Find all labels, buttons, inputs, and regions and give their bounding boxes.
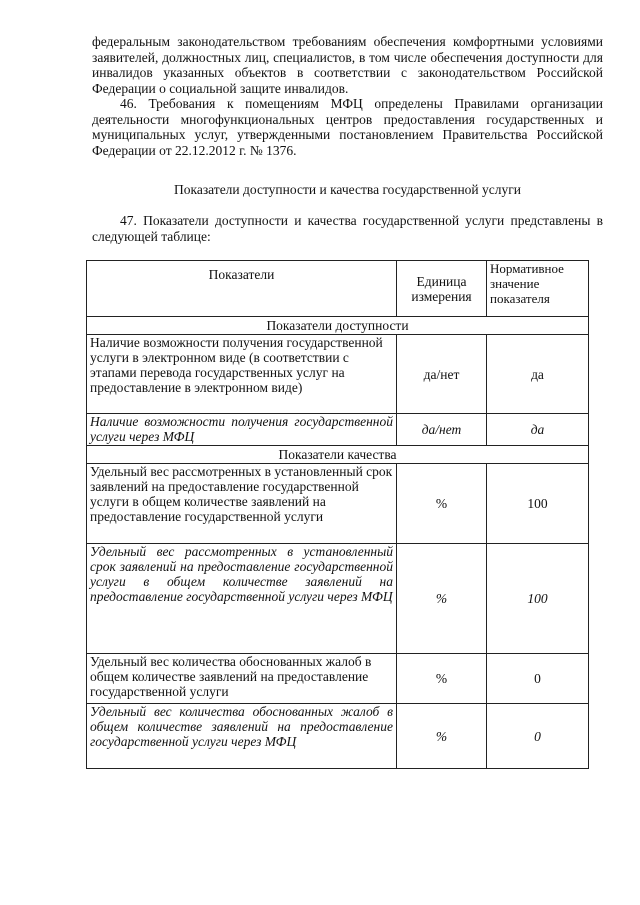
paragraph-46: 46. Требования к помещениям МФЦ определены Правилами организации деятельности многофункциональных центров предоставления государственных и муниципальных услуг, утвержденными постановлением Правительства Российской Федерации от 22.12.2012 г. № 1376.	[92, 96, 603, 158]
row-value: 0	[487, 704, 589, 769]
header-unit: Единица измерения	[397, 261, 487, 317]
section-title: Показатели доступности и качества государственной услуги	[173, 182, 522, 197]
row-unit: да/нет	[397, 414, 487, 446]
row-indicator-text: Удельный вес рассмотренных в установленный срок заявлений на предоставление государственной услуги в общем количестве заявлений на предоставление государственной услуги через МФЦ	[87, 544, 397, 654]
row-value: 100	[487, 544, 589, 654]
table-row	[87, 464, 589, 544]
section-accessibility-title: Показатели доступности	[87, 317, 589, 335]
table-row	[87, 704, 589, 769]
row-value: 100	[487, 464, 589, 544]
intro-continuation: федеральным законодательством требованиям обеспечения комфортными условиями заявителей, должностных лиц, специалистов, в том числе обеспечения доступности для инвалидов указанных объектов в соответствии с законодательством Российской Федерации о социальной защите инвалидов.	[92, 34, 603, 96]
indicators-table	[86, 260, 589, 769]
row-indicator-text: Удельный вес количества обоснованных жалоб в общем количестве заявлений на предоставление государственной услуги	[87, 654, 397, 704]
header-indicator: Показатели	[87, 261, 397, 317]
table-header-row	[87, 261, 589, 317]
row-value: да	[487, 414, 589, 446]
row-unit: %	[397, 544, 487, 654]
row-value: да	[487, 335, 589, 414]
row-unit: %	[397, 464, 487, 544]
row-unit: да/нет	[397, 335, 487, 414]
row-indicator-text: Наличие возможности получения государственной услуги в электронном виде (в соответствии с этапами перевода государственных услуг на предоставление в электронном виде)	[87, 335, 397, 414]
row-value: 0	[487, 654, 589, 704]
section-row-accessibility	[87, 317, 589, 335]
section-row-quality	[87, 446, 589, 464]
row-unit: %	[397, 654, 487, 704]
intro-text	[92, 34, 603, 158]
section-quality-title: Показатели качества	[87, 446, 589, 464]
paragraph-47: 47. Показатели доступности и качества государственной услуги представлены в следующей таблице:	[92, 213, 603, 244]
table-row	[87, 335, 589, 414]
row-indicator-text: Удельный вес рассмотренных в установленный срок заявлений на предоставление государственной услуги в общем количестве заявлений на предоставление государственной услуги	[87, 464, 397, 544]
row-indicator-text: Удельный вес количества обоснованных жалоб в общем количестве заявлений на предоставление государственной услуги через МФЦ	[87, 704, 397, 769]
header-norm: Нормативное значение показателя	[487, 261, 589, 317]
table-row	[87, 544, 589, 654]
table-row	[87, 654, 589, 704]
row-unit: %	[397, 704, 487, 769]
row-indicator-text: Наличие возможности получения государственной услуги через МФЦ	[87, 414, 397, 446]
table-row	[87, 414, 589, 446]
